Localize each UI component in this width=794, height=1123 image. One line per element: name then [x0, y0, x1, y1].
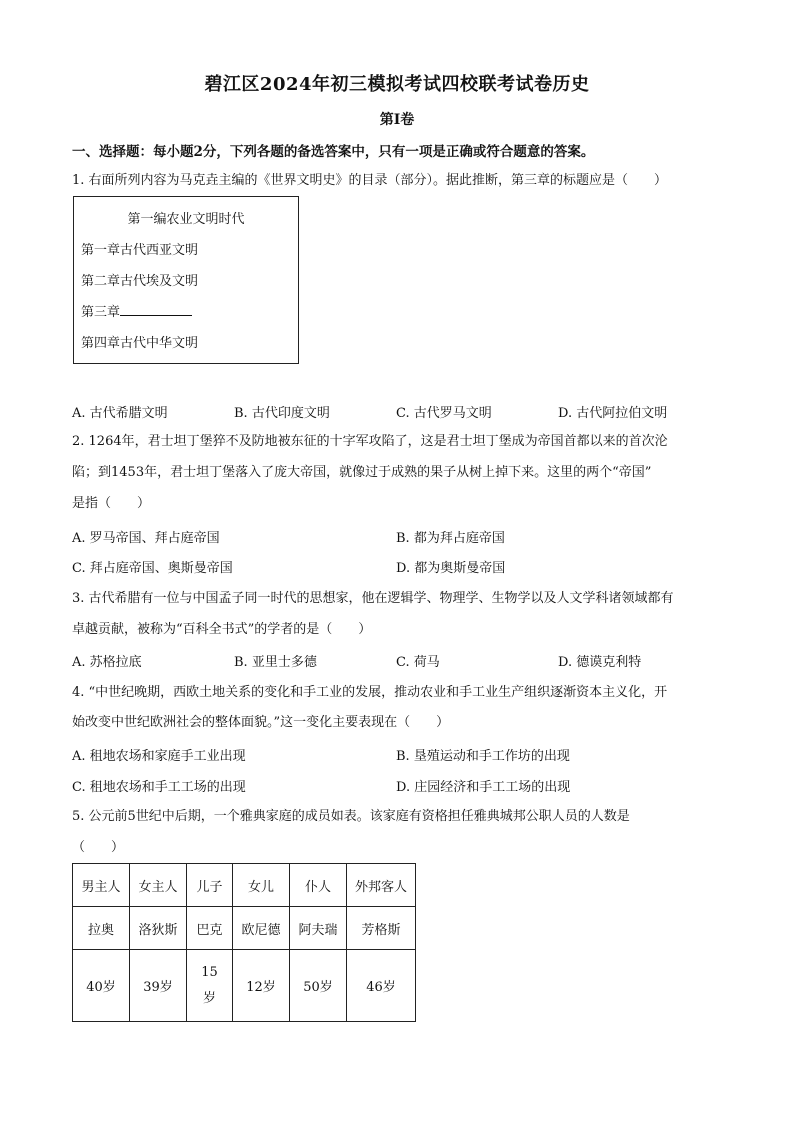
q3-option-d: D. 德谟克利特	[558, 655, 642, 670]
q3-option-b: B. 亚里士多德	[234, 655, 317, 670]
table-header-cell: 外邦客人	[347, 864, 416, 907]
q5-stem-line: 5. 公元前5世纪中后期，一个雅典家庭的成员如表。该家庭有资格担任雅典城邦公职人员的人数是	[72, 809, 630, 824]
q1-option-d: D. 古代阿拉伯文明	[558, 406, 668, 421]
table-header-cell: 女主人	[130, 864, 187, 907]
q4-option-d: D. 庄园经济和手工工场的出现	[396, 780, 571, 795]
q5-stem-line: （ ）	[72, 840, 125, 855]
table-header-cell: 仆人	[290, 864, 347, 907]
table-cell: 芳格斯	[347, 907, 416, 950]
table-cell: 洛狄斯	[130, 907, 187, 950]
q1-box-line: 第三章	[81, 301, 192, 320]
table-cell: 40岁	[73, 950, 130, 1022]
table-header-cell: 儿子	[187, 864, 233, 907]
table-cell: 12岁	[233, 950, 290, 1022]
table-row	[73, 950, 416, 1022]
q1-option-b: B. 古代印度文明	[234, 406, 330, 421]
q1-box-line: 第四章古代中华文明	[81, 336, 199, 351]
table-cell: 拉奥	[73, 907, 130, 950]
q4-stem-line: 始改变中世纪欧洲社会的整体面貌。”这一变化主要表现在（ ）	[72, 715, 450, 730]
q2-option-b: B. 都为拜占庭帝国	[396, 531, 505, 546]
table-header-cell: 男主人	[73, 864, 130, 907]
family-members-table	[72, 863, 416, 1022]
q4-option-b: B. 垦殖运动和手工作坊的出现	[396, 749, 570, 764]
q1-box-line: 第一章古代西亚文明	[81, 243, 199, 258]
q2-stem-line: 2. 1264年，君士坦丁堡猝不及防地被东征的十字军攻陷了，这是君士坦丁堡成为帝国首都以来的首次沦	[72, 434, 668, 449]
table-cell: 阿夫瑞	[290, 907, 347, 950]
q4-stem-line: 4. “中世纪晚期，西欧土地关系的变化和手工业的发展，推动农业和手工业生产组织逐渐资本主义化，开	[72, 685, 668, 700]
table-cell: 欧尼德	[233, 907, 290, 950]
table-header-cell: 女儿	[233, 864, 290, 907]
section-heading: 一、选择题：每小题2分，下列各题的备选答案中，只有一项是正确或符合题意的答案。	[72, 144, 595, 160]
table-cell: 46岁	[347, 950, 416, 1022]
table-cell: 15岁	[187, 950, 233, 1022]
q1-option-a: A. 古代希腊文明	[72, 406, 168, 421]
volume-label: 第Ⅰ卷	[379, 112, 415, 128]
q3-option-a: A. 苏格拉底	[72, 655, 142, 670]
q4-option-a: A. 租地农场和家庭手工业出现	[72, 749, 246, 764]
q2-option-c: C. 拜占庭帝国、奥斯曼帝国	[72, 561, 233, 576]
page-title: 碧江区2024年初三模拟考试四校联考试卷历史	[204, 74, 590, 95]
answer-blank	[120, 303, 192, 316]
table-cell: 50岁	[290, 950, 347, 1022]
q1-box-line: 第二章古代埃及文明	[81, 274, 199, 289]
q4-option-c: C. 租地农场和手工工场的出现	[72, 780, 246, 795]
q3-stem-line: 卓越贡献，被称为“百科全书式”的学者的是（ ）	[72, 622, 372, 637]
table-cell: 巴克	[187, 907, 233, 950]
table-row	[73, 907, 416, 950]
table-row	[73, 864, 416, 907]
q3-stem-line: 3. 古代希腊有一位与中国孟子同一时代的思想家，他在逻辑学、物理学、生物学以及人文学科诸领域都有	[72, 591, 674, 606]
q1-box-heading: 第一编农业文明时代	[127, 212, 245, 227]
q2-option-d: D. 都为奥斯曼帝国	[396, 561, 506, 576]
q2-stem-line: 陷；到1453年，君士坦丁堡落入了庞大帝国，就像过于成熟的果子从树上掉下来。这里的两个“帝国”	[72, 465, 652, 480]
q1-option-c: C. 古代罗马文明	[396, 406, 492, 421]
q2-option-a: A. 罗马帝国、拜占庭帝国	[72, 531, 220, 546]
q1-contents-box	[73, 196, 299, 364]
q1-stem: 1. 右面所列内容为马克垚主编的《世界文明史》的目录（部分）。据此推断，第三章的标题应是（ ）	[72, 173, 668, 188]
q3-option-c: C. 荷马	[396, 655, 440, 670]
table-cell: 39岁	[130, 950, 187, 1022]
q2-stem-line: 是指（ ）	[72, 496, 151, 511]
